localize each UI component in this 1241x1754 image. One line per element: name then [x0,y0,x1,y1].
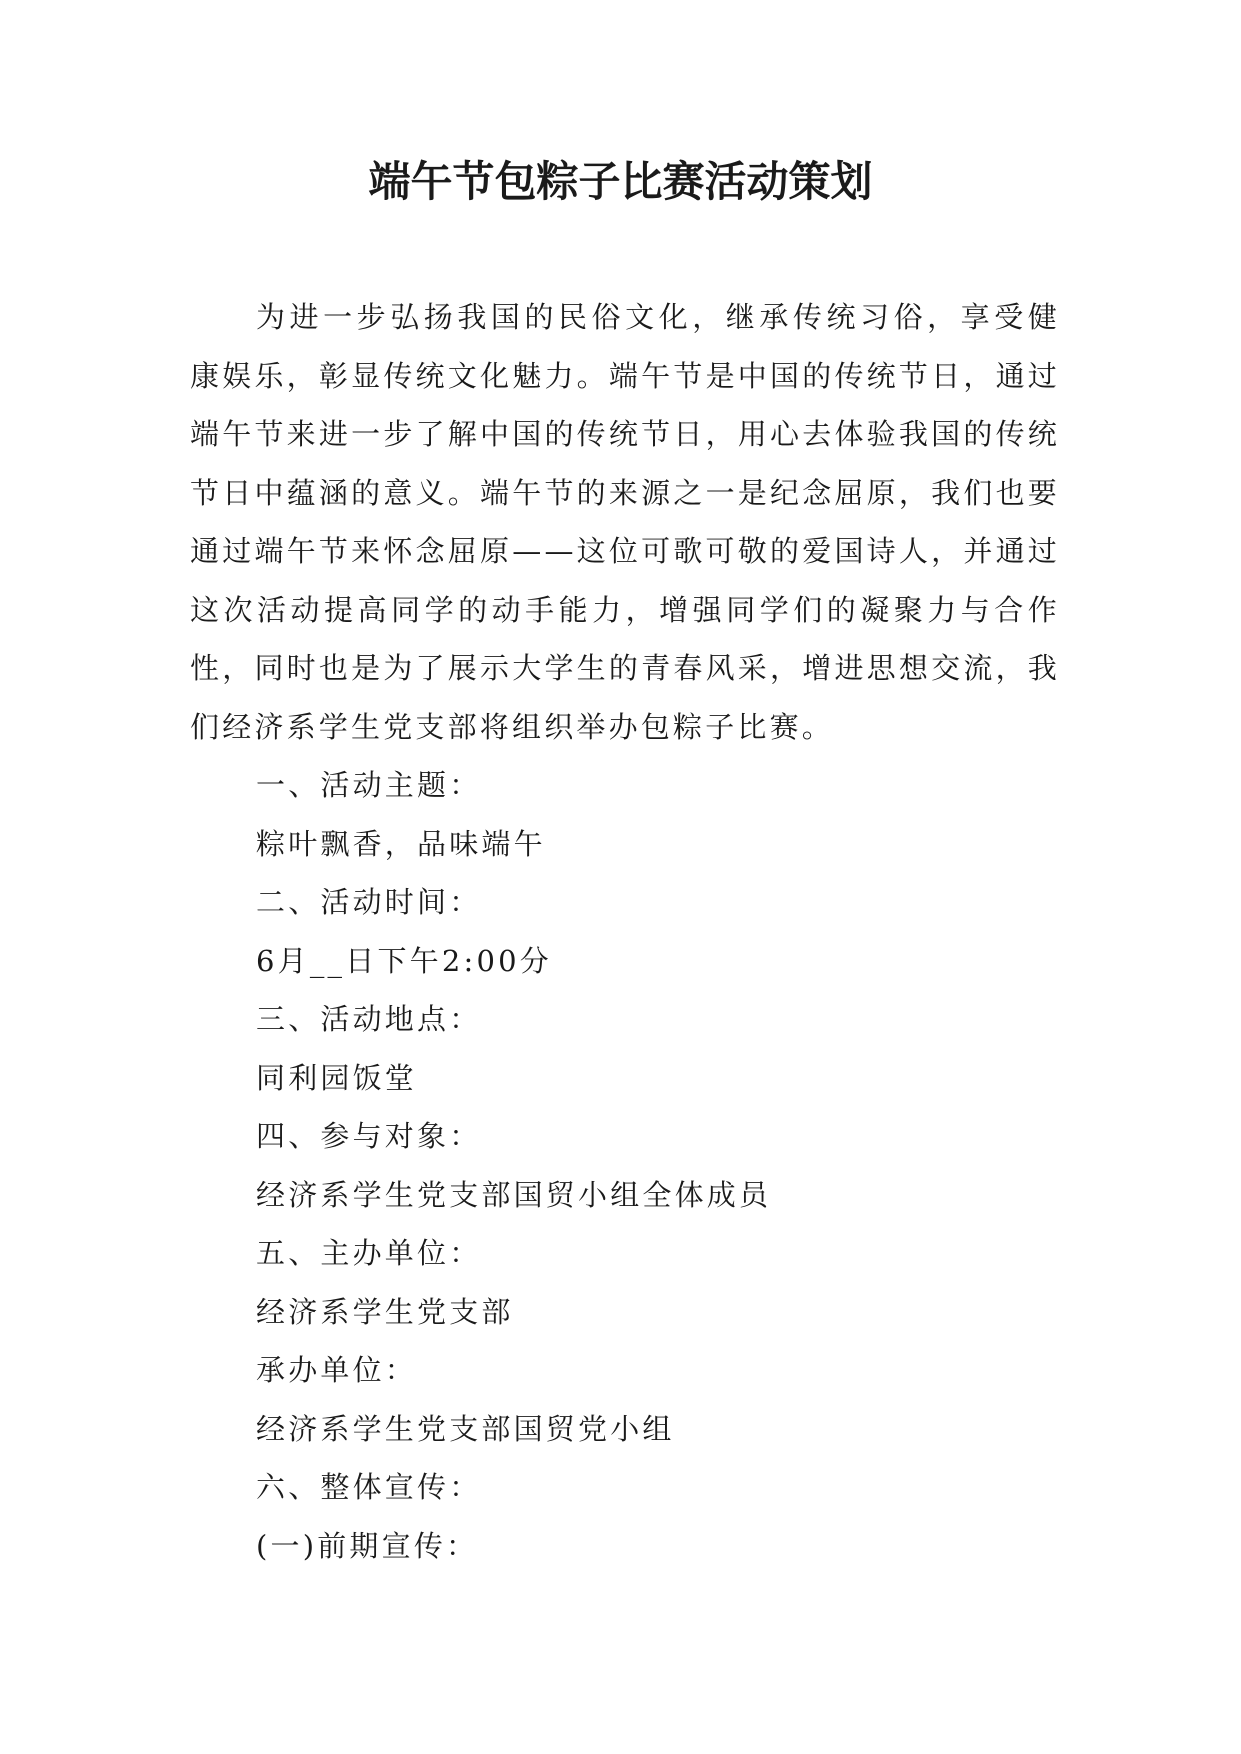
co-organizer-value: 经济系学生党支部国贸党小组 [256,1411,675,1446]
participants-value: 经济系学生党支部国贸小组全体成员 [256,1177,772,1212]
document-title: 端午节包粽子比赛活动策划 [368,157,873,206]
heading-co-organizer: 承办单位： [256,1353,418,1387]
subheading-early-publicity: (一)前期宣传： [256,1528,479,1563]
organizer-value: 经济系学生党支部 [256,1294,514,1329]
heading-activity-time: 二、活动时间： [256,885,482,919]
heading-activity-theme: 一、活动主题： [256,768,482,802]
intro-paragraph: 为进一步弘扬我国的民俗文化，继承传统习俗，享受健康娱乐，彰显传统文化魅力。端午节是中国的传统节日，通过端午节来进一步了解中国的传统节日，用心去体验我国的传统节日中蕴涵的意义。端午节的来源之一是纪念屈原，我们也要通过端午节来怀念屈原——这位可歌可敬的爱国诗人，并通过这次活动提高同学的动手能力，增强同学们的凝聚力与合作性，同时也是为了展示大学生的青春风采，增进思想交流，我们经济系学生党支部将组织举办包粽子比赛。 [190,300,1060,744]
activity-time-value: 6月__日下午2:00分 [256,943,552,978]
heading-activity-location: 三、活动地点： [256,1002,482,1036]
heading-publicity: 六、整体宣传： [256,1470,482,1504]
heading-organizer: 五、主办单位： [256,1236,482,1270]
activity-location-value: 同利园饭堂 [256,1060,418,1095]
heading-participants: 四、参与对象： [256,1119,482,1153]
document-body [190,288,1060,1575]
activity-theme-value: 粽叶飘香，品味端午 [256,826,546,861]
